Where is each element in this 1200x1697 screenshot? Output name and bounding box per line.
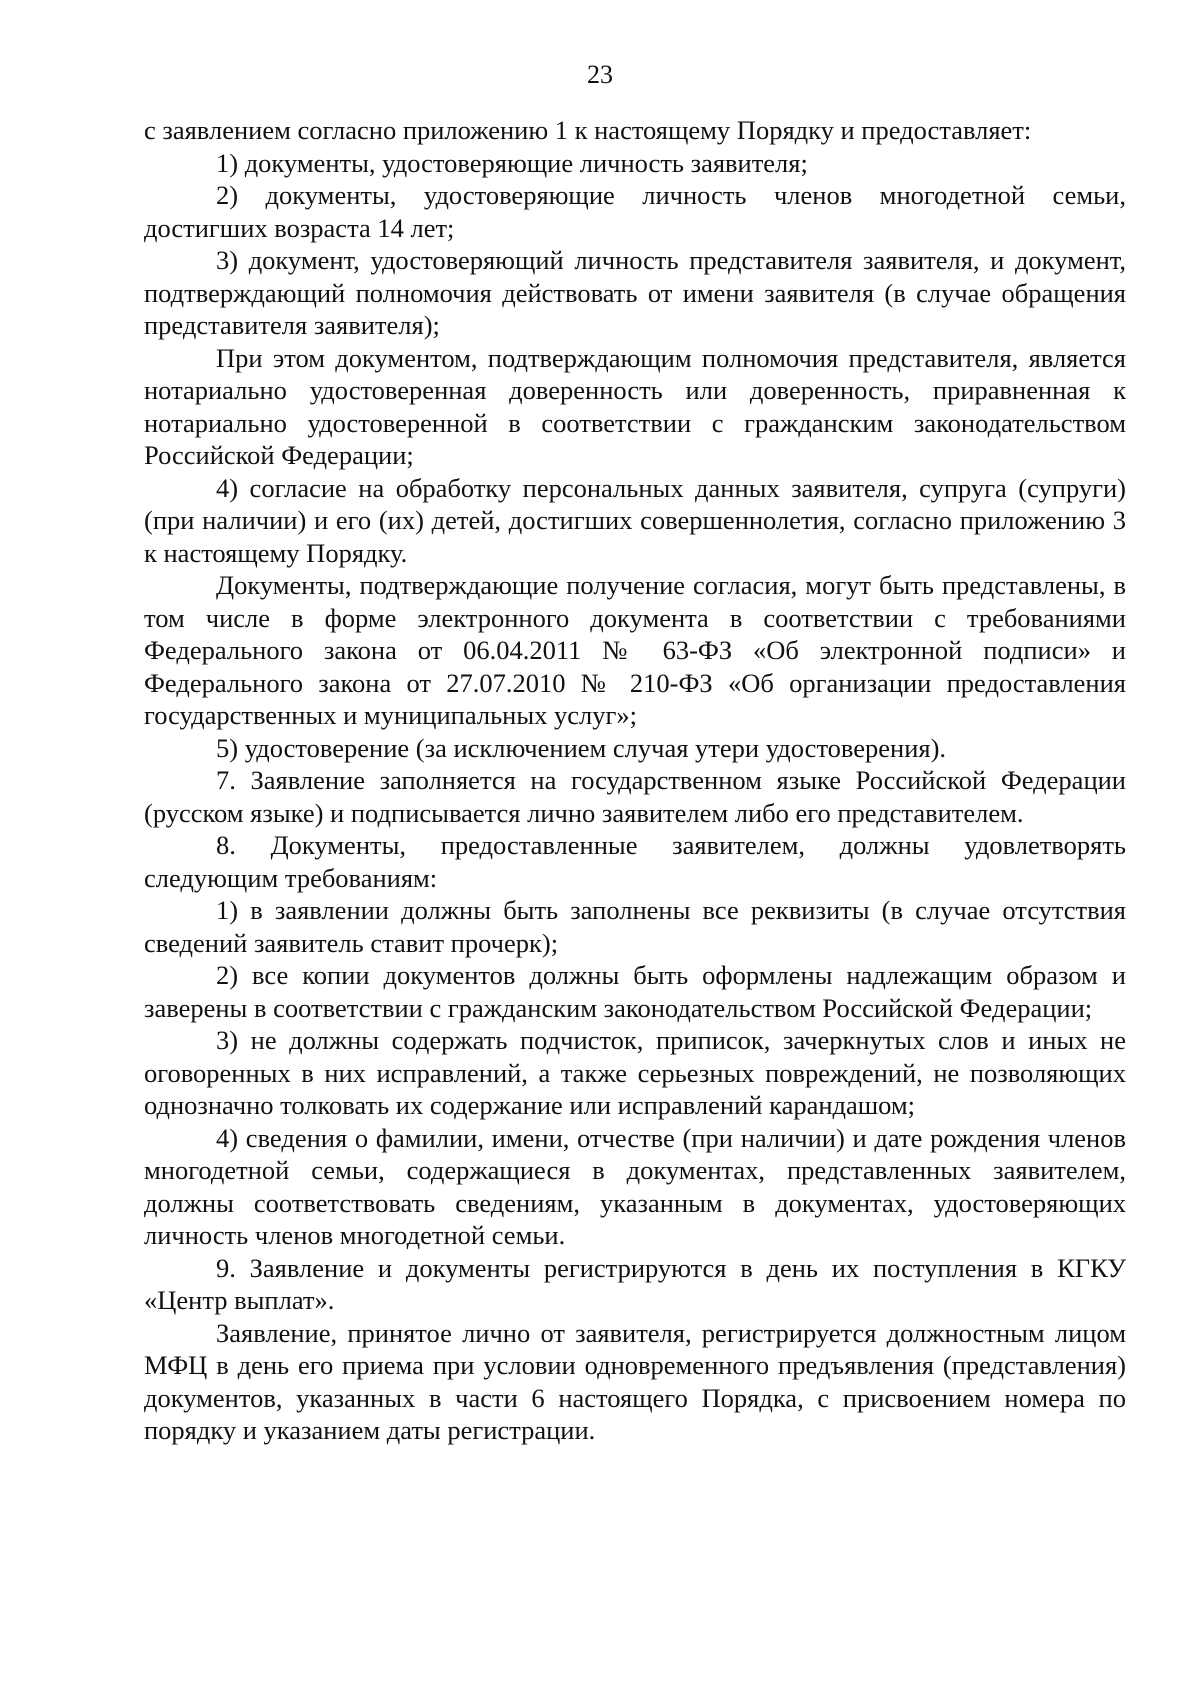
paragraph-requirement-1: 1) в заявлении должны быть заполнены все реквизиты (в случае отсутствия сведений заявитель ставит прочерк); xyxy=(144,895,1126,958)
paragraph-intro: с заявлением согласно приложению 1 к настоящему Порядку и предоставляет: xyxy=(144,115,1032,145)
paragraph-item-3: 3) документ, удостоверяющий личность представителя заявителя, и документ, подтверждающий полномочия действовать от имени заявителя (в случае обращения представителя заявителя); xyxy=(144,245,1126,340)
paragraph-representative-note: При этом документом, подтверждающим полномочия представителя, является нотариально удостоверенная доверенность или доверенность, приравненная к нотариально удостоверенной в соответствии с гражданским законодательством Российской Федерации; xyxy=(144,342,1126,470)
paragraph-requirement-3: 3) не должны содержать подчисток, приписок, зачеркнутых слов и иных не оговоренных в них исправлений, а также серьезных повреждений, не позволяющих однозначно толковать их содержание или исправлений карандашом; xyxy=(144,1025,1126,1120)
paragraph-requirement-2: 2) все копии документов должны быть оформлены надлежащим образом и заверены в соответствии с гражданским законодательством Российской Федерации; xyxy=(144,960,1126,1023)
paragraph-registration: Заявление, принятое лично от заявителя, регистрируется должностным лицом МФЦ в день его приема при условии одновременного предъявления (представления) документов, указанных в части 6 настоящего Порядка, с присвоением номера по порядку и указанием даты регистрации. xyxy=(144,1317,1126,1445)
paragraph-consent-documents: Документы, подтверждающие получение согласия, могут быть представлены, в том числе в форме электронного документа в соответствии с требованиями Федерального закона от 06.04.2011 № 63-ФЗ «Об электронной подписи» и Федерального закона от 27.07.2010 № 210-ФЗ «Об организации предоставления государственных и муниципальных услуг»; xyxy=(144,570,1126,730)
paragraph-requirement-4: 4) сведения о фамилии, имени, отчестве (при наличии) и дате рождения членов многодетной семьи, содержащиеся в документах, представленных заявителем, должны соответствовать сведениям, указанным в документах, удостоверяющих личность членов многодетной семьи. xyxy=(144,1122,1126,1250)
document-body xyxy=(144,114,1126,1447)
paragraph-item-4: 4) согласие на обработку персональных данных заявителя, супруга (супруги) (при наличии) и его (их) детей, достигших совершеннолетия, согласно приложению 3 к настоящему Порядку. xyxy=(144,472,1126,568)
paragraph-section-9: 9. Заявление и документы регистрируются в день их поступления в КГКУ «Центр выплат». xyxy=(144,1252,1126,1315)
paragraph-section-7: 7. Заявление заполняется на государственном языке Российской Федерации (русском языке) и подписывается лично заявителем либо его представителем. xyxy=(144,765,1126,828)
paragraph-item-1: 1) документы, удостоверяющие личность заявителя; xyxy=(216,147,808,178)
paragraph-section-8: 8. Документы, предоставленные заявителем, должны удовлетворять следующим требованиям: xyxy=(144,830,1126,893)
paragraph-item-2: 2) документы, удостоверяющие личность членов многодетной семьи, достигших возраста 14 лет; xyxy=(144,180,1126,243)
page-number: 23 xyxy=(587,60,613,89)
paragraph-item-5: 5) удостоверение (за исключением случая утери удостоверения). xyxy=(216,732,947,763)
